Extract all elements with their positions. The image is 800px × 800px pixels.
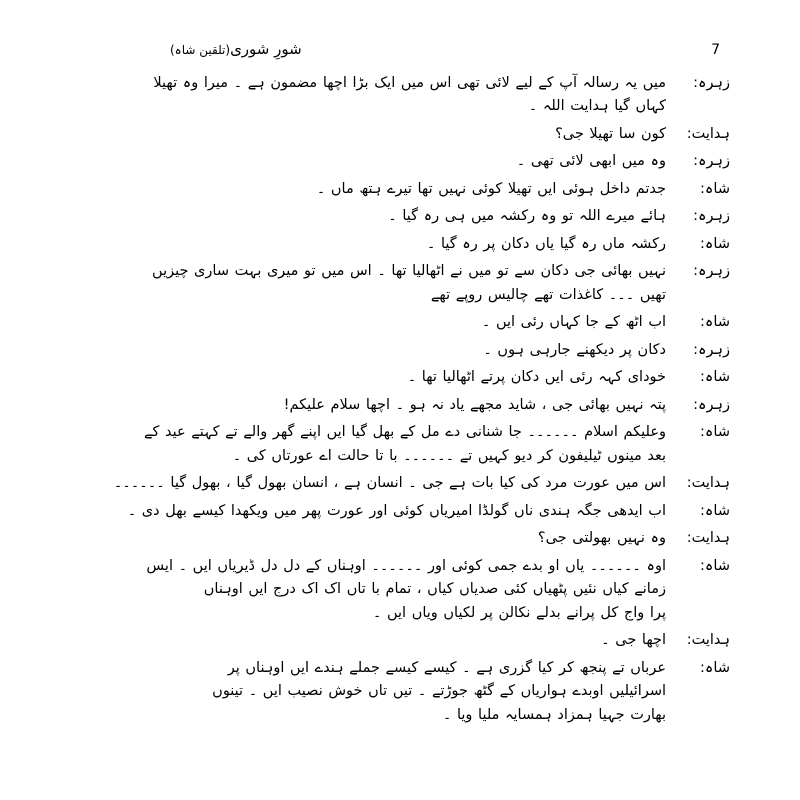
speaker-colon: :: [693, 75, 698, 91]
speaker-colon: :: [686, 530, 692, 547]
speech-line: ہائے میرے اللہ تو وہ رکشہ میں ہی رہ گیا ۔: [388, 208, 666, 225]
speech-line: وعلیکم اسلام ۔۔۔۔۔۔ جا شنانی دے مل کے بھل گیا ایں اپنے گھر والے تے کہتے عید کے: [144, 424, 666, 441]
speech-line: اسرائیلیں اوبدے ہواریاں کے گٹھ جوڑتے ۔ تیں تاں خوش نصیب ایں ۔ تینوں: [212, 683, 666, 700]
speech-line: وہ میں ابھی لائی تھی ۔: [516, 153, 666, 170]
speaker-name: ہدایت: [691, 632, 730, 649]
book-title-subtitle: (تلقین شاہ): [170, 43, 231, 57]
speech-text: [130, 421, 666, 468]
book-title: [170, 40, 302, 58]
speaker-colon: :: [700, 659, 705, 676]
speaker-label: [666, 233, 730, 255]
dialogue-line: [130, 178, 730, 201]
speech-text: [128, 500, 666, 523]
speech-line: عرباں تے پنجھ کر کیا گزری ہے ۔ کیسے کیسے جملے ہندے ایں اوہناں پر: [227, 659, 666, 676]
speech-line: رکشہ ماں رہ گیا یاں دکان پر رہ گیا ۔: [426, 235, 666, 252]
speech-text: [130, 394, 666, 417]
speech-line: پرا واج کل پرانے بدلے نکالن پر لکیاں ویاں ایں ۔: [372, 604, 666, 621]
speech-text: [130, 72, 666, 119]
page-number: 7: [711, 42, 720, 58]
speech-text: [130, 555, 666, 625]
speaker-name: زہرہ: [698, 208, 730, 225]
speech-text: [130, 205, 666, 228]
speech-text: [130, 366, 666, 389]
speech-text: [130, 657, 666, 727]
dialogue-line: [130, 150, 730, 173]
speaker-label: [666, 657, 730, 679]
speech-text: [130, 260, 666, 307]
speaker-colon: :: [693, 341, 698, 358]
speech-line: اوہ ۔۔۔۔۔۔ یاں او بدے جمی کوئی اور ۔۔۔۔۔۔ اوہناں کے دل دل ڈیریاں ایں ۔ ایس: [146, 557, 666, 574]
speaker-name: شاہ: [704, 557, 730, 574]
speech-line: اس میں عورت مرد کی کیا بات ہے جی ۔ انسان ہے ، انسان بھول گیا ، بھول گیا ۔۔۔۔۔۔: [113, 475, 666, 492]
speaker-label: [666, 555, 730, 577]
speaker-colon: :: [700, 369, 705, 386]
speaker-colon: :: [700, 314, 705, 331]
speech-text: [130, 123, 666, 146]
speech-line: اب ایدھی جگہ ہندی ناں گولڈا امیریاں کوئی اور عورت پھر میں ویکھدا کیسے بھل دی ۔: [127, 502, 666, 519]
speaker-label: [666, 629, 730, 651]
speech-line: جدتم داخل ہوئی ایں تھیلا کوئی نہیں تھا تیرے ہتھ ماں ۔: [316, 180, 666, 197]
speech-text: [130, 178, 666, 201]
speaker-label: [666, 72, 730, 94]
dialogue-line: [130, 555, 730, 625]
speaker-label: [666, 311, 730, 333]
speech-line: زمانے کیاں نئیں پٹھیاں کئی صدیاں کیاں ، تمام با تاں اک اک درج ایں اوہناں: [203, 581, 666, 598]
speaker-name: شاہ: [704, 424, 730, 441]
speaker-colon: :: [693, 153, 698, 170]
dialogue-line: [130, 629, 730, 652]
speech-text: [130, 233, 666, 256]
dialogue-line: [130, 72, 730, 119]
speech-text: [130, 527, 666, 550]
speaker-label: [666, 339, 730, 361]
speaker-colon: :: [700, 424, 705, 441]
speaker-colon: :: [686, 632, 692, 649]
dialogue-body: [113, 72, 730, 727]
speaker-name: زہرہ: [698, 341, 730, 358]
speaker-colon: :: [693, 396, 698, 413]
speaker-name: شاہ: [704, 502, 730, 519]
speaker-name: ہدایت: [691, 125, 730, 142]
speech-text: [130, 339, 666, 362]
speaker-name: شاہ: [704, 659, 730, 676]
speaker-colon: :: [700, 180, 705, 197]
speech-line: وہ نہیں بھولتی جی؟: [537, 530, 666, 547]
speech-text: [114, 472, 666, 495]
speaker-name: ہدایت: [691, 530, 730, 547]
dialogue-line: [130, 339, 730, 362]
speaker-name: زہرہ: [698, 263, 730, 280]
speaker-name: شاہ: [704, 314, 730, 331]
speaker-label: [666, 123, 730, 145]
speaker-label: [666, 150, 730, 172]
speaker-label: [666, 421, 730, 443]
speaker-label: [666, 394, 730, 416]
speech-text: [130, 629, 666, 652]
speech-line: بعد مینوں ٹیلیفون کر دیو کہیں تے ۔۔۔۔۔۔ با تا حالت اے عورتاں کی ۔: [232, 447, 666, 464]
dialogue-line: [130, 233, 730, 256]
speaker-label: [666, 472, 730, 494]
speech-line: نہیں بھائی جی دکان سے تو میں نے اٹھالیا تھا ۔ اس میں تو میری بہت ساری چیزیں: [152, 263, 666, 280]
speaker-name: ہدایت: [691, 475, 730, 492]
speaker-name: زہرہ: [698, 75, 730, 91]
dialogue-line: [130, 527, 730, 550]
speech-line: اچھا جی ۔: [601, 632, 666, 649]
speech-line: بھارت جہیا ہمزاد ہمسایہ ملیا ویا ۔: [442, 706, 666, 723]
dialogue-line: [130, 366, 730, 389]
speaker-label: [666, 260, 730, 282]
page-header: [130, 40, 730, 58]
speech-line: کہاں گیا ہدایت اللہ ۔: [528, 98, 666, 115]
speaker-label: [666, 527, 730, 549]
dialogue-line: [113, 472, 730, 495]
book-title-main: شورِ شوری: [230, 40, 302, 58]
speech-line: کون سا تھیلا جی؟: [555, 125, 666, 142]
speech-line: میں یہ رسالہ آپ کے لیے لائی تھی اس میں ایک بڑا اچھا مضمون ہے ۔ میرا وہ تھیلا: [153, 75, 666, 91]
speaker-colon: :: [700, 235, 705, 252]
speaker-name: شاہ: [704, 235, 730, 252]
speaker-name: شاہ: [704, 369, 730, 386]
speaker-name: شاہ: [704, 180, 730, 197]
speaker-colon: :: [693, 208, 698, 225]
speech-line: اب اٹھ کے جا کہاں رئی ایں ۔: [481, 314, 666, 331]
speaker-colon: :: [700, 502, 705, 519]
dialogue-line: [130, 260, 730, 307]
dialogue-line: [127, 500, 730, 523]
speech-line: دکان پر دیکھنے جارہی ہوں ۔: [483, 341, 666, 358]
speaker-label: [666, 500, 730, 522]
speaker-label: [666, 366, 730, 388]
speaker-colon: :: [693, 263, 698, 280]
dialogue-line: [130, 123, 730, 146]
speech-line: تھیں ۔۔۔ کاغذات تھے چالیس روپے تھے: [430, 286, 666, 303]
speaker-label: [666, 205, 730, 227]
dialogue-line: [130, 394, 730, 417]
dialogue-line: [130, 311, 730, 334]
speech-text: [130, 150, 666, 173]
speaker-name: زہرہ: [698, 396, 730, 413]
speech-line: خودای کہہ رئی ایں دکان پرتے اٹھالیا تھا ۔: [407, 369, 666, 386]
dialogue-line: [130, 205, 730, 228]
speaker-colon: :: [686, 125, 692, 142]
dialogue-line: [130, 657, 730, 727]
speaker-colon: :: [686, 475, 692, 492]
dialogue-line: [130, 421, 730, 468]
speaker-label: [666, 178, 730, 200]
speaker-name: زہرہ: [698, 153, 730, 170]
speaker-colon: :: [700, 557, 705, 574]
speech-line: پتہ نہیں بھائی جی ، شاید مجھے یاد نہ ہو ۔ اچھا سلام علیکم!: [283, 396, 666, 413]
speech-text: [130, 311, 666, 334]
